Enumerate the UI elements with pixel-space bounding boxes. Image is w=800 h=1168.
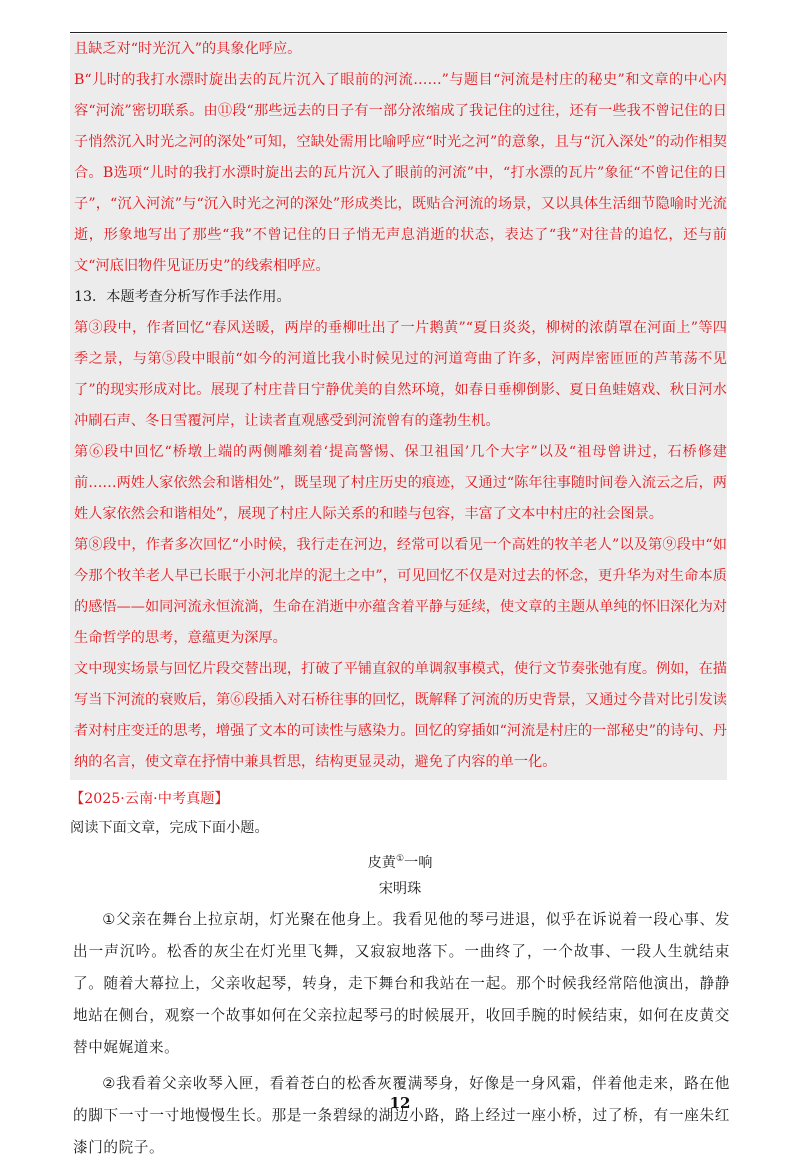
question-heading: 13．本题考查分析写作手法作用。 — [74, 289, 291, 305]
answer-paragraph: 文中现实场景与回忆片段交替出现，打破了平铺直叙的单调叙事模式，使行文节奏张弛有度。例如，在描写当下河流的衰败后，第⑥段插入对石桥往事的回忆，既解释了河流的历史背景，又通过今昔对比引发读者对村庄变迁的思考，增强了文本的可读性与感染力。回忆的穿插如“河流是村庄的一部秘史”的诗句、丹纳的名言，使文章在抒情中兼具哲思，结构更显灵动，避免了内容的单一化。 — [74, 661, 727, 770]
top-rule — [70, 32, 727, 33]
essay-title-main: 皮黄 — [367, 855, 396, 871]
essay-body — [73, 904, 730, 1168]
essay-title — [0, 844, 800, 878]
essay-paragraph: ②我看着父亲收琴入匣，看着苍白的松香灰覆满琴身，好像是一身风霜，伴着他走来，路在他的脚下一寸一寸地慢慢生长。那是一条碧绿的湖边小路，路上经过一座小桥，过了桥，有一座朱红漆门的院子。 — [73, 1075, 730, 1156]
answer-paragraph: B“儿时的我打水漂时旋出去的瓦片沉入了眼前的河流……”与题目“河流是村庄的秘史”和文章的中心内容“河流”密切联系。由⑪段“那些远去的日子有一部分浓缩成了我记住的过往，还有一些我不曾记住的日子悄然沉入时光之河的深处”可知，空缺处需用比喻呼应“时光之河”的意象，且与“沉入深处”的动作相契合。B选项“儿时的我打水漂时旋出去的瓦片沉入了眼前的河流”中，“打水漂的瓦片”象征“不曾记住的日子”，“沉入河流”与“沉入时光之河的深处”形成类比，既贴合河流的场景，又以具体生活细节隐喻时光流逝，形象地写出了那些“我”不曾记住的日子悄无声息消逝的状态，表达了“我”对往昔的追忆，还与前文“河底旧物件见证历史”的线索相呼应。 — [74, 72, 727, 274]
exam-source-label: 【2025·云南·中考真题】 — [70, 791, 229, 807]
answer-paragraph: 第⑥段中回忆“桥墩上端的两侧雕刻着‘提高警惕、保卫祖国’几个大字”以及“祖母曾讲过，石桥修建前……两姓人家依然会和谐相处”，既呈现了村庄历史的痕迹，又通过“陈年往事随时间卷入流云之后，两姓人家依然会和谐相处”，展现了村庄人际关系的和睦与包容，丰富了文本中村庄的社会图景。 — [74, 444, 727, 522]
essay-author: 宋明珠 — [378, 881, 422, 897]
page-number: 12 — [389, 1094, 411, 1112]
answer-explanation-block — [70, 34, 727, 780]
reading-instruction: 阅读下面文章，完成下面小题。 — [70, 820, 269, 836]
answer-paragraph: 且缺乏对“时光沉入”的具象化呼应。 — [74, 41, 302, 57]
answer-paragraph: 第③段中，作者回忆“春风送暖，两岸的垂柳吐出了一片鹅黄”“夏日炎炎，柳树的浓荫罩在河面上”等四季之景，与第⑤段中眼前“如今的河道比我小时候见过的河道弯曲了许多，河两岸密匝匝的芦苇荡不见了”的现实形成对比。展现了村庄昔日宁静优美的自然环境，如春日垂柳倒影、夏日鱼蛙嬉戏、秋日河水冲刷石声、冬日雪覆河岸，让读者直观感受到河流曾有的蓬勃生机。 — [74, 320, 727, 429]
answer-paragraph: 第⑧段中，作者多次回忆“小时候，我行走在河边，经常可以看见一个高姓的牧羊老人”以及第⑨段中“如今那个牧羊老人早已长眠于小河北岸的泥土之中”，可见回忆不仅是对过去的怀念，更升华为对生命本质的感悟——如同河流永恒流淌，生命在消逝中亦蕴含着平静与延续，使文章的主题从单纯的怀旧深化为对生命哲学的思考，意蕴更为深厚。 — [74, 537, 727, 646]
footnote-marker: ① — [395, 854, 405, 864]
essay-paragraph: ①父亲在舞台上拉京胡，灯光聚在他身上。我看见他的琴弓进退，似乎在诉说着一段心事、发出一声沉吟。松香的灰尘在灯光里飞舞，又寂寂地落下。一曲终了，一个故事、一段人生就结束了。随着大幕拉上，父亲收起琴，转身，走下舞台和我站在一起。那个时候我经常陪他演出，静静地站在侧台，观察一个故事如何在父亲拉起琴弓的时候展开，收回手腕的时候结束，如何在皮黄交替中娓娓道来。 — [73, 911, 730, 1056]
essay-title-tail: 一响 — [404, 855, 433, 871]
